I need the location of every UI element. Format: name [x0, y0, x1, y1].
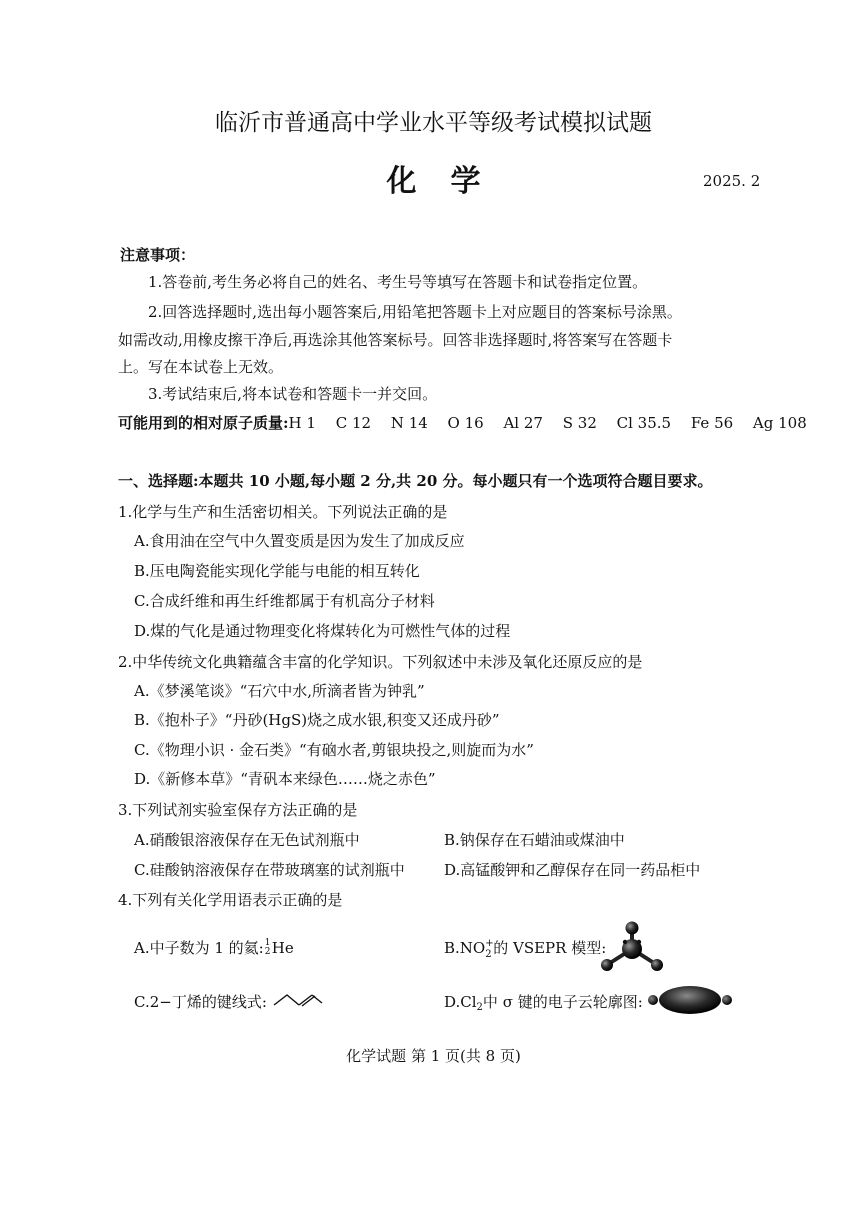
question-4-option-a — [134, 938, 294, 958]
question-3-option-b: B.钠保存在石蜡油或煤油中 — [444, 831, 625, 849]
section-1-heading: 一、选择题:本题共 10 小题,每小题 2 分,共 20 分。每小题只有一个选项符合题目要求。 — [118, 472, 713, 490]
question-1-option-b: B.压电陶瓷能实现化学能与电能的相互转化 — [134, 562, 420, 580]
question-2-option-c: C.《物理小识 · 金石类》“有硇水者,剪银块投之,则旋而为水” — [134, 741, 534, 759]
question-4-option-d: $D.Cl_2$中 σ 键的电子云轮廓图: — [444, 993, 643, 1013]
notice-item-2-line-2: 如需改动,用橡皮擦干净后,再选涂其他答案标号。回答非选择题时,将答案写在答题卡 — [118, 331, 673, 349]
question-3-option-c: C.硅酸钠溶液保存在带玻璃塞的试剂瓶中 — [134, 861, 405, 879]
question-1-option-c: C.合成纤维和再生纤维都属于有机高分子材料 — [134, 592, 435, 610]
question-1-stem: 1.化学与生产和生活密切相关。下列说法正确的是 — [118, 503, 448, 521]
exam-title: 临沂市普通高中学业水平等级考试模拟试题 — [215, 110, 652, 136]
vsepr-model-image — [596, 918, 666, 974]
notice-item-2-line-3: 上。写在本试卷上无效。 — [118, 358, 284, 376]
notice-item-1: 1.答卷前,考生务必将自己的姓名、考生号等填写在答题卡和试卷指定位置。 — [148, 273, 648, 291]
question-3-option-d: D.高锰酸钾和乙醇保存在同一药品柜中 — [444, 861, 701, 879]
butene-skeletal-formula — [272, 991, 324, 1009]
atomic-masses — [118, 413, 807, 433]
notice-item-3: 3.考试结束后,将本试卷和答题卡一并交回。 — [148, 385, 438, 403]
question-3-option-a: A.硝酸银溶液保存在无色试剂瓶中 — [134, 831, 360, 849]
option-a-text: A.中子数为 1 的氦: — [134, 939, 264, 957]
question-1-option-d: D.煤的气化是通过物理变化将煤转化为可燃性气体的过程 — [134, 622, 511, 640]
subject-title: 化学 — [386, 164, 515, 199]
notice-heading: 注意事项： — [120, 246, 196, 264]
sigma-bond-cloud-image — [645, 983, 735, 1017]
atomic-masses-values: H 1 C 12 N 14 O 16 Al 27 S 32 Cl 35.5 Fe 56 Ag 108 — [288, 414, 807, 432]
question-4-option-c: C.2−丁烯的键线式: — [134, 993, 267, 1011]
isotope-notation: 1 2 — [264, 938, 271, 957]
question-4-option-b: B.NO + 2 的 VSEPR 模型: — [444, 938, 607, 960]
exam-date: 2025. 2 — [703, 172, 761, 190]
question-1-option-a: A.食用油在空气中久置变质是因为发生了加成反应 — [134, 532, 465, 550]
question-4-stem: 4.下列有关化学用语表示正确的是 — [118, 891, 343, 909]
atomic-masses-label: 可能用到的相对原子质量: — [118, 414, 289, 432]
question-2-option-a: A.《梦溪笔谈》“石穴中水,所滴者皆为钟乳” — [134, 682, 425, 700]
question-2-option-b: B.《抱朴子》“丹砂(HgS)烧之成水银,积变又还成丹砂” — [134, 711, 500, 729]
page-footer: 化学试题 第 1 页(共 8 页) — [346, 1047, 521, 1065]
question-2-option-d: D.《新修本草》“青矾本来绿色……烧之赤色” — [134, 770, 436, 788]
notice-item-2-line-1: 2.回答选择题时,选出每小题答案后,用铅笔把答题卡上对应题目的答案标号涂黑。 — [148, 303, 682, 321]
question-3-stem: 3.下列试剂实验室保存方法正确的是 — [118, 801, 358, 819]
element-symbol: He — [271, 939, 294, 957]
question-2-stem: 2.中华传统文化典籍蕴含丰富的化学知识。下列叙述中未涉及氧化还原反应的是 — [118, 653, 643, 671]
